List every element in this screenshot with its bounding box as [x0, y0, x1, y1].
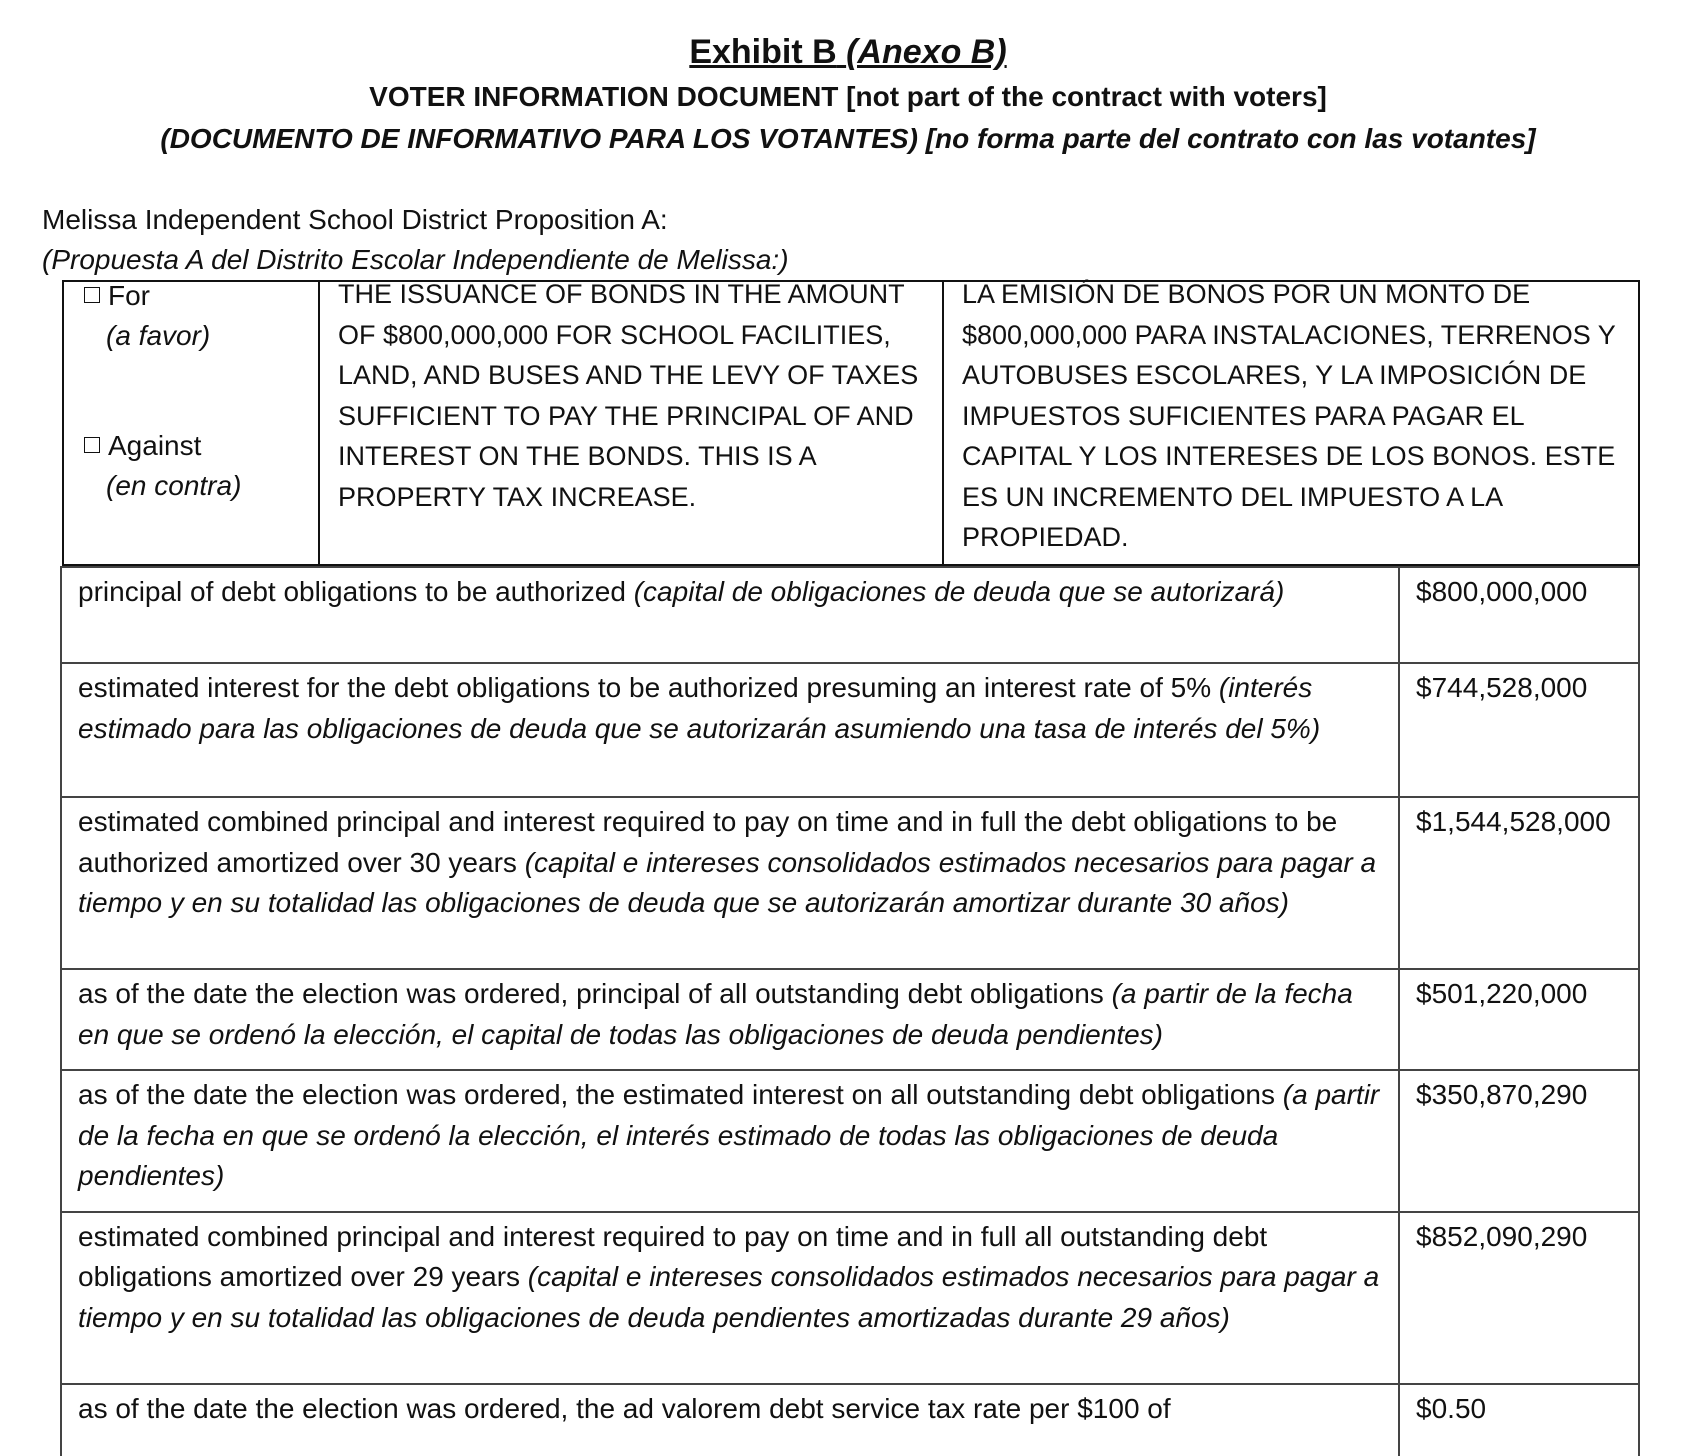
for-label-es: (a favor)	[106, 320, 211, 351]
row-text-es: (interés estimado para las obligaciones de deuda que se autorizarán asumiendo una tasa de interés del 5%)	[78, 672, 1321, 744]
row-text-en: as of the date the election was ordered, principal of all outstanding debt obligations	[78, 978, 1112, 1009]
row-text-en: as of the date the election was ordered, the ad valorem debt service tax rate per $100 of	[78, 1392, 1171, 1424]
row-text-en: principal of debt obligations to be authorized	[78, 576, 634, 607]
against-option[interactable]	[84, 426, 201, 466]
row-amount: $501,220,000	[1399, 969, 1639, 1070]
for-checkbox[interactable]	[84, 287, 100, 303]
ballot-options-cell	[64, 282, 320, 564]
row-description	[61, 797, 1399, 969]
row-text-en: estimated combined principal and interest required to pay on time and in full the debt obligations to be authorized amortized over 30 years	[78, 806, 1338, 878]
table-row	[61, 1212, 1639, 1384]
row-text-es: (capital e intereses consolidados estimados necesarios para pagar a tiempo y en su totalidad las obligaciones de deuda que se autorizarán amortizar durante 30 años)	[78, 846, 1377, 918]
table-row	[61, 567, 1639, 663]
row-amount: $350,870,290	[1399, 1070, 1639, 1212]
row-text-es: (capital de obligaciones de deuda que se autorizará)	[633, 576, 1285, 607]
table-row	[61, 1384, 1639, 1456]
row-description	[61, 1070, 1399, 1212]
row-amount: $744,528,000	[1399, 663, 1639, 797]
row-amount: $1,544,528,000	[1399, 797, 1639, 969]
for-option[interactable]	[84, 276, 150, 316]
against-label: Against	[108, 430, 202, 461]
row-description	[61, 663, 1399, 797]
row-text-es: (capital e intereses consolidados estimados necesarios para pagar a tiempo y en su totalidad las obligaciones de deuda pendientes amortizadas durante 29 años)	[78, 1261, 1380, 1333]
row-description	[61, 567, 1399, 663]
proposition-label-es: (Propuesta A del Distrito Escolar Independiente de Melissa:)	[42, 244, 789, 275]
debt-info-table	[60, 566, 1640, 1456]
table-row	[61, 797, 1639, 969]
ballot-table	[62, 280, 1640, 566]
ballot-text-en: THE ISSUANCE OF BONDS IN THE AMOUNT OF $800,000,000 FOR SCHOOL FACILITIES, LAND, AND BUSES AND THE LEVY OF TAXES SUFFICIENT TO PAY THE PRINCIPAL OF AND INTEREST ON THE BONDS. THIS IS A PROPERTY TAX INCREASE.	[338, 279, 919, 512]
table-row	[61, 1070, 1639, 1212]
against-checkbox[interactable]	[84, 437, 100, 453]
row-description	[61, 1384, 1399, 1456]
ballot-text-es: LA EMISIÓN DE BONOS POR UN MONTO DE $800,000,000 PARA INSTALACIONES, TERRENOS Y AUTOBUSES ESCOLARES, Y LA IMPOSICIÓN DE IMPUESTOS SUFICIENTES PARA PAGAR EL CAPITAL Y LOS INTERESES DE LOS BONOS. ESTE ES UN INCREMENTO DEL IMPUESTO A LA PROPIEDAD.	[962, 279, 1616, 552]
for-label: For	[108, 280, 150, 311]
row-text-en: estimated combined principal and interest required to pay on time and in full all outstanding debt obligations amortized over 29 years	[78, 1220, 1268, 1292]
against-label-es: (en contra)	[106, 470, 242, 501]
table-row	[61, 969, 1639, 1070]
document-subtitle: VOTER INFORMATION DOCUMENT [not part of the contract with voters]	[369, 81, 1327, 112]
document-subtitle-es: (DOCUMENTO DE INFORMATIVO PARA LOS VOTANTES) [no forma parte del contrato con las votantes]	[160, 123, 1536, 154]
table-row	[61, 663, 1639, 797]
row-text-es: (a partir de la fecha en que se ordenó la elección, el interés estimado de todas las obligaciones de deuda pendientes)	[78, 1079, 1380, 1191]
row-amount: $800,000,000	[1399, 567, 1639, 663]
row-amount: $852,090,290	[1399, 1212, 1639, 1384]
row-text-en: as of the date the election was ordered, the estimated interest on all outstanding debt obligations	[78, 1079, 1283, 1110]
exhibit-title	[0, 30, 1696, 74]
exhibit-title-es: (Anexo B)	[846, 33, 1007, 71]
row-amount: $0.50	[1399, 1384, 1639, 1456]
row-description	[61, 1212, 1399, 1384]
ballot-text-es-cell	[944, 279, 1638, 564]
row-description	[61, 969, 1399, 1070]
row-text-es: (a partir de la fecha en que se ordenó la elección, el capital de todas las obligaciones de deuda pendientes)	[78, 978, 1353, 1050]
ballot-text-en-cell	[320, 279, 944, 564]
row-text-en: estimated interest for the debt obligations to be authorized presuming an interest rate of 5%	[78, 672, 1219, 703]
proposition-label: Melissa Independent School District Proposition A:	[42, 204, 668, 235]
exhibit-title-en: Exhibit B	[689, 33, 837, 71]
